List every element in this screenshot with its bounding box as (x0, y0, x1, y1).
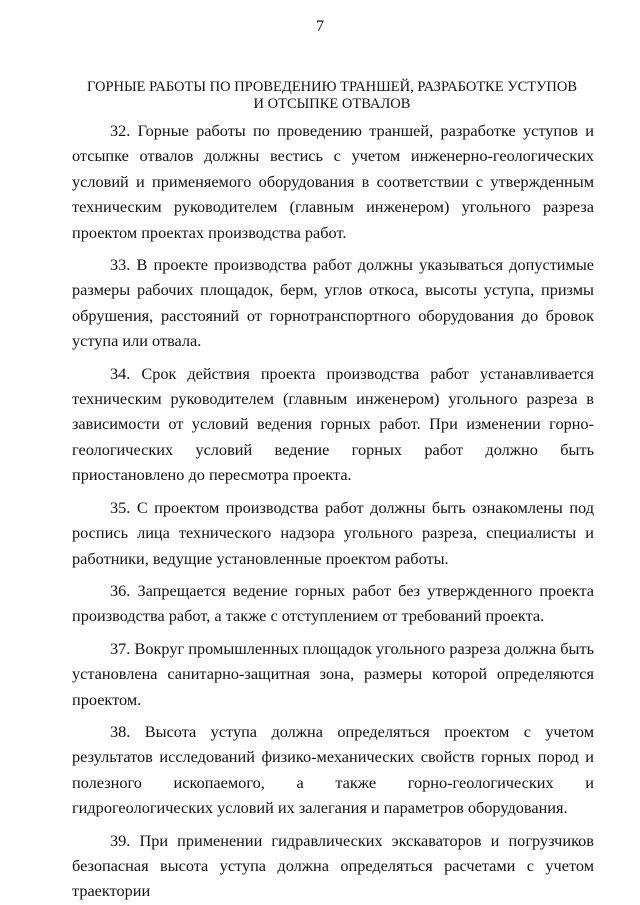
section-heading (72, 79, 592, 113)
page-number: 7 (316, 18, 324, 35)
paragraph-32: 32. Горные работы по проведению траншей, разработке уступов и отсыпке отвалов должны вестись с учетом инженерно-геологических условий и применяемого оборудования в соответствии с утвержденным техническим руководителем (главным инженером) угольного разреза проектом проектах производства работ. (72, 121, 594, 242)
body-text (72, 118, 594, 904)
paragraph-39: 39. При применении гидравлических экскаваторов и погрузчиков безопасная высота уступа должна определяться расчетами с учетом траектории (72, 830, 594, 901)
section-heading-line-1: ГОРНЫЕ РАБОТЫ ПО ПРОВЕДЕНИЮ ТРАНШЕЙ, РАЗРАБОТКЕ УСТУПОВ (86, 79, 578, 95)
section-heading-line-2: И ОТСЫПКЕ ОТВАЛОВ (253, 96, 411, 112)
paragraph-35: 35. С проектом производства работ должны быть ознакомлены под роспись лица технического надзора угольного разреза, специалисты и работники, ведущие установленные проектом работы. (72, 497, 594, 568)
paragraph-38: 38. Высота уступа должна определяться проектом с учетом результатов исследований физико-механических свойств горных пород и полезного ископаемого, а также горно-геологических и гидрогеологических условий их залегания и параметров оборудования. (72, 721, 594, 818)
paragraph-37: 37. Вокруг промышленных площадок угольного разреза должна быть установлена санитарно-защитная зона, размеры которой определяются проектом. (72, 638, 594, 709)
paragraph-34: 34. Срок действия проекта производства работ устанавливается техническим руководителем (главным инженером) угольного разреза в зависимости от условий ведения горных работ. При изменении горно-геологических условий ведение горных работ должно быть приостановлено до пересмотра проекта. (72, 363, 594, 485)
paragraph-36: 36. Запрещается ведение горных работ без утвержденного проекта производства работ, а также с отступлением от требований проекта. (72, 580, 594, 626)
paragraph-33: 33. В проекте производства работ должны указываться допустимые размеры рабочих площадок, берм, углов откоса, высоты уступа, призмы обрушения, расстояний от горнотранспортного оборудования до бровок уступа или отвала. (72, 255, 594, 351)
